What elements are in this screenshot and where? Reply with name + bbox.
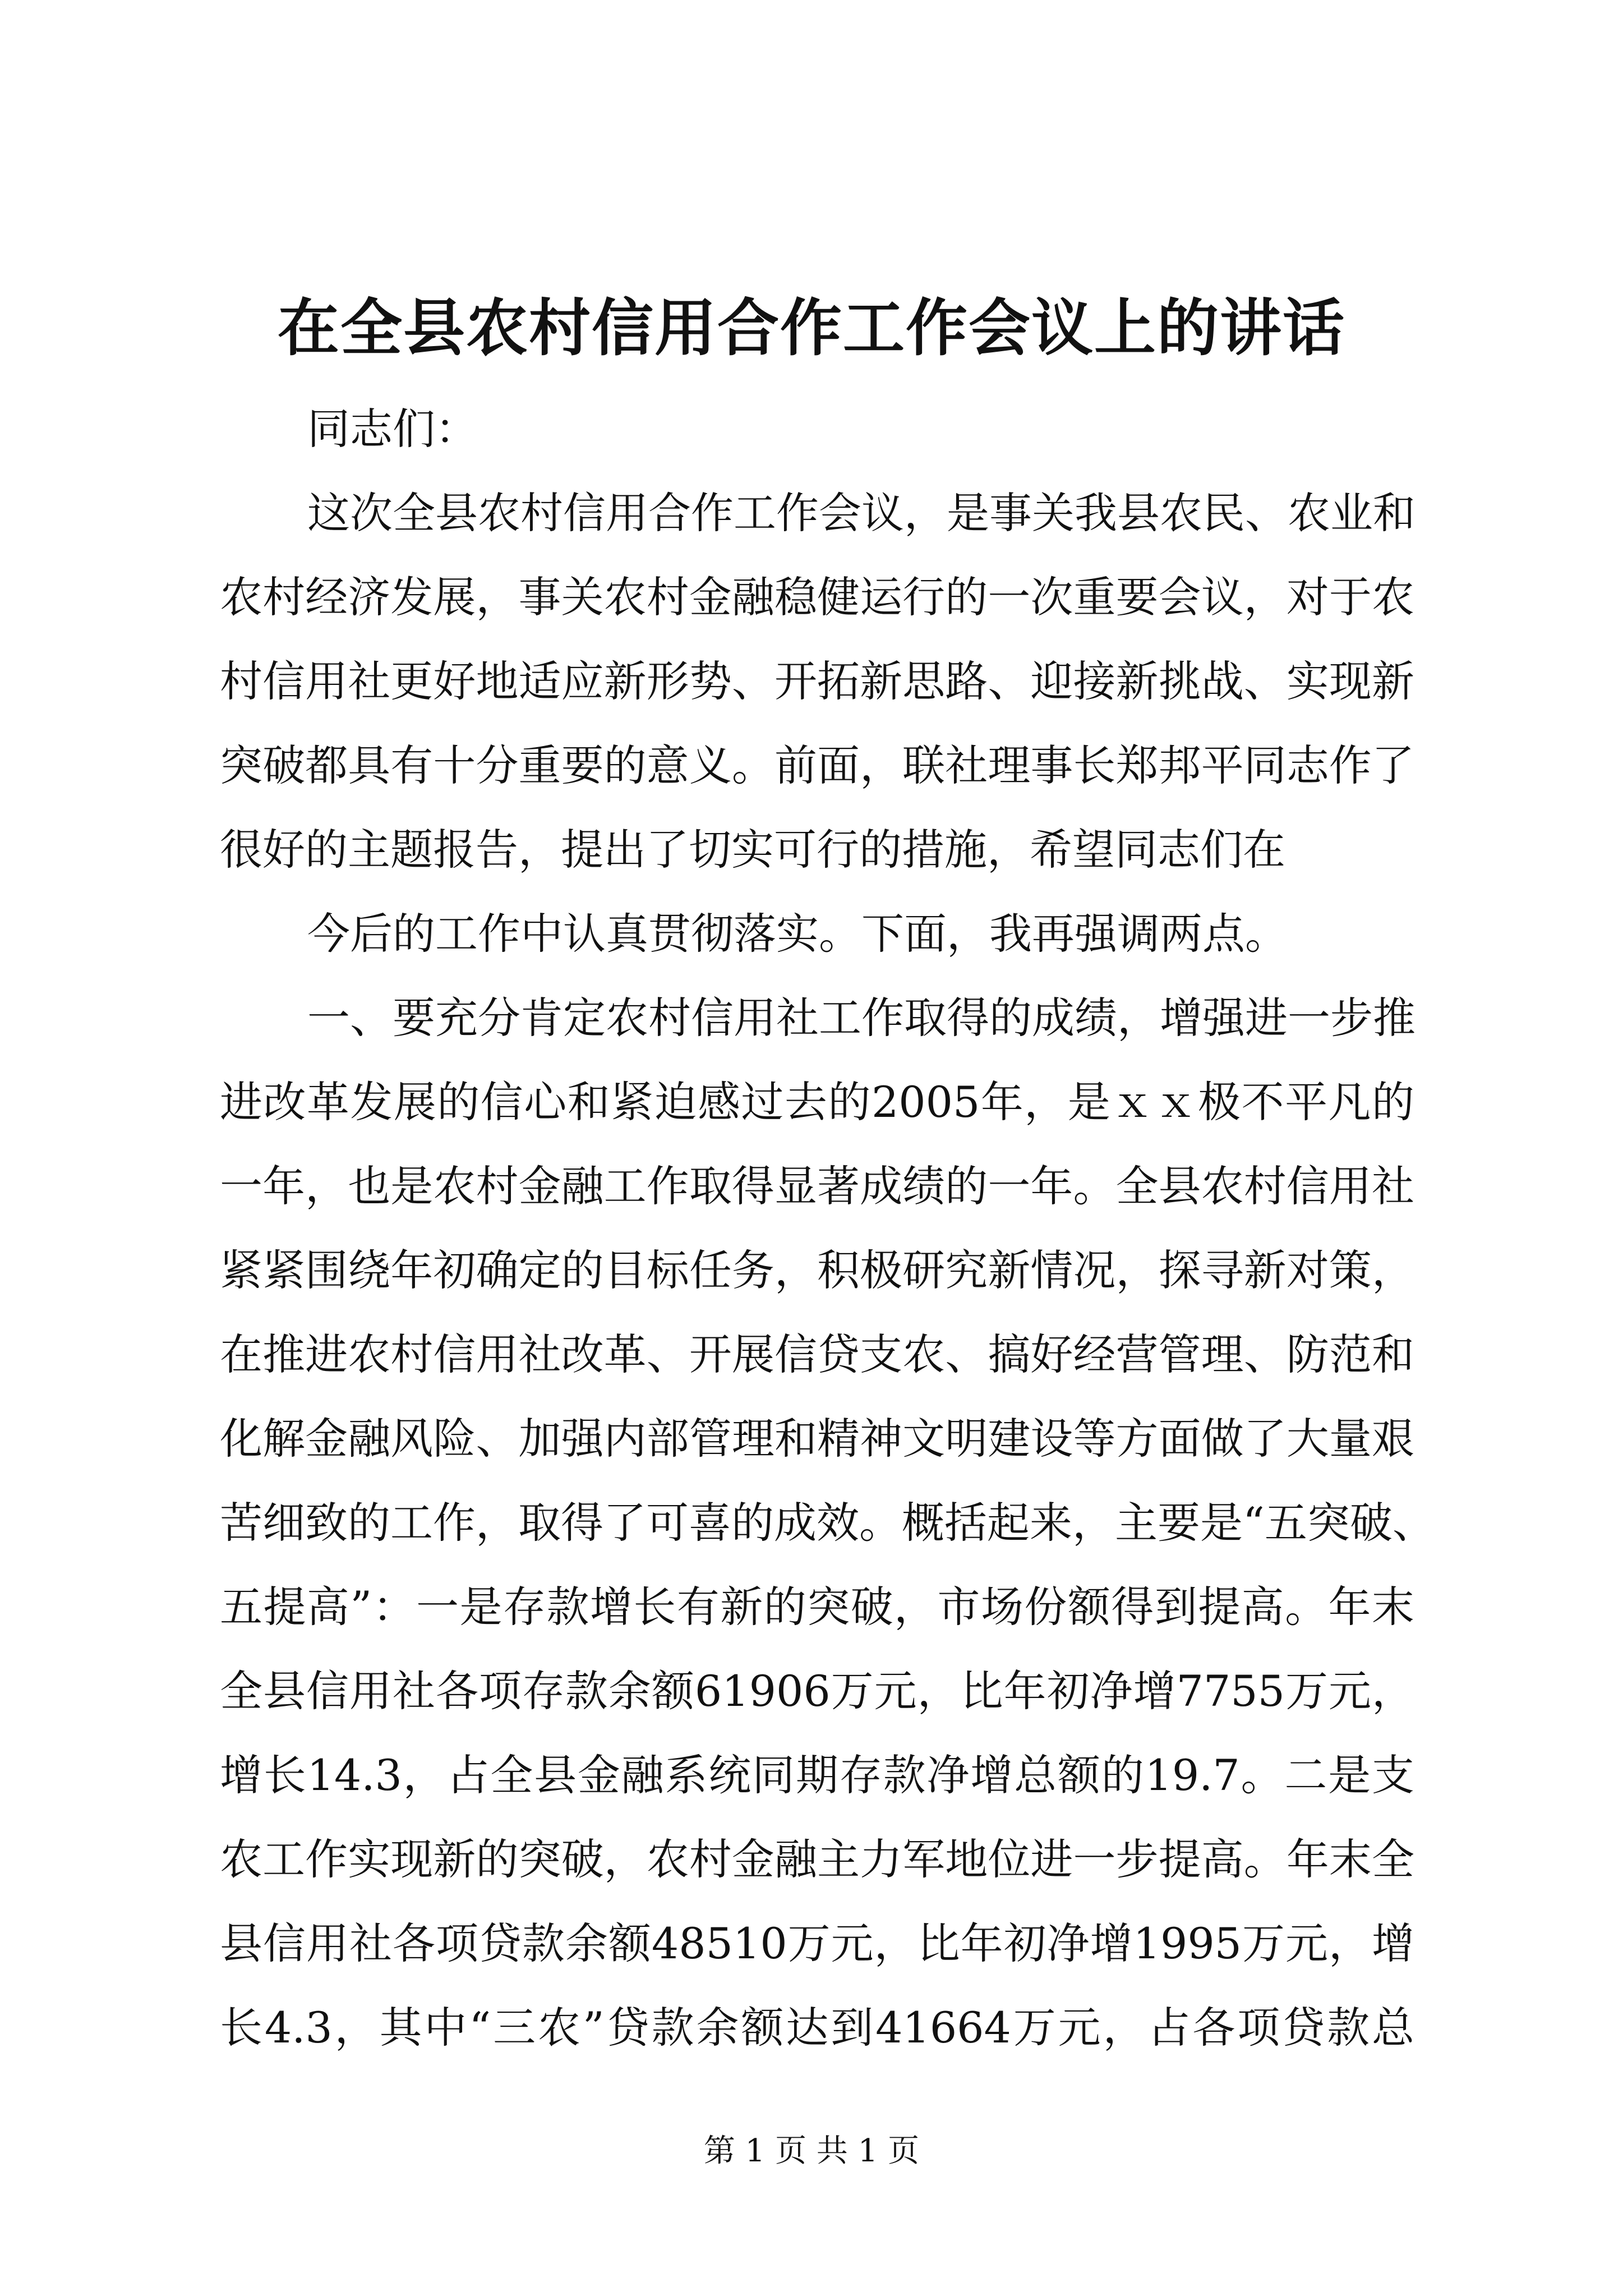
body-line: 一年，也是农村金融工作取得显著成绩的一年。全县农村信用社: [220, 1161, 1414, 1211]
body-line: 增长14.3，占全县金融系统同期存款净增总额的19.7。二是支: [220, 1750, 1414, 1800]
body-line: 村信用社更好地适应新形势、开拓新思路、迎接新挑战、实现新: [220, 656, 1414, 706]
body-line: 五提高”：一是存款增长有新的突破，市场份额得到提高。年末: [220, 1582, 1414, 1632]
body-line: 县信用社各项贷款余额48510万元，比年初净增1995万元，增: [220, 1918, 1414, 1968]
body-line: 紧紧围绕年初确定的目标任务，积极研究新情况，探寻新对策，: [220, 1245, 1414, 1295]
document-title: 在全县农村信用合作工作会议上的讲话: [278, 292, 1345, 364]
body-line: 全县信用社各项存款余额61906万元，比年初净增7755万元，: [220, 1666, 1414, 1716]
body-line: 今后的工作中认真贯彻落实。下面，我再强调两点。: [307, 909, 1288, 959]
body-line: 这次全县农村信用合作工作会议，是事关我县农民、农业和: [307, 488, 1415, 538]
body-line: 苦细致的工作，取得了可喜的成效。概括起来，主要是“五突破、: [220, 1498, 1435, 1548]
body-line: 进改革发展的信心和紧迫感过去的2005年，是ｘｘ极不平凡的: [220, 1077, 1414, 1127]
body-line: 一、要充分肯定农村信用社工作取得的成绩，增强进一步推: [307, 993, 1415, 1043]
body-line: 很好的主题报告，提出了切实可行的措施，希望同志们在: [220, 825, 1285, 875]
body-line: 农村经济发展，事关农村金融稳健运行的一次重要会议，对于农: [220, 572, 1414, 622]
body-line: 长4.3，其中“三农”贷款余额达到41664万元，占各项贷款总: [220, 2003, 1414, 2053]
body-line: 农工作实现新的突破，农村金融主力军地位进一步提高。年末全: [220, 1834, 1414, 1884]
body-line: 化解金融风险、加强内部管理和精神文明建设等方面做了大量艰: [220, 1414, 1414, 1464]
salutation: 同志们：: [307, 404, 478, 454]
body-line: 突破都具有十分重要的意义。前面，联社理事长郑邦平同志作了: [220, 740, 1414, 790]
body-line: 在推进农村信用社改革、开展信贷支农、搞好经营管理、防范和: [220, 1329, 1414, 1379]
page-number: 第 1 页 共 1 页: [703, 2133, 920, 2169]
